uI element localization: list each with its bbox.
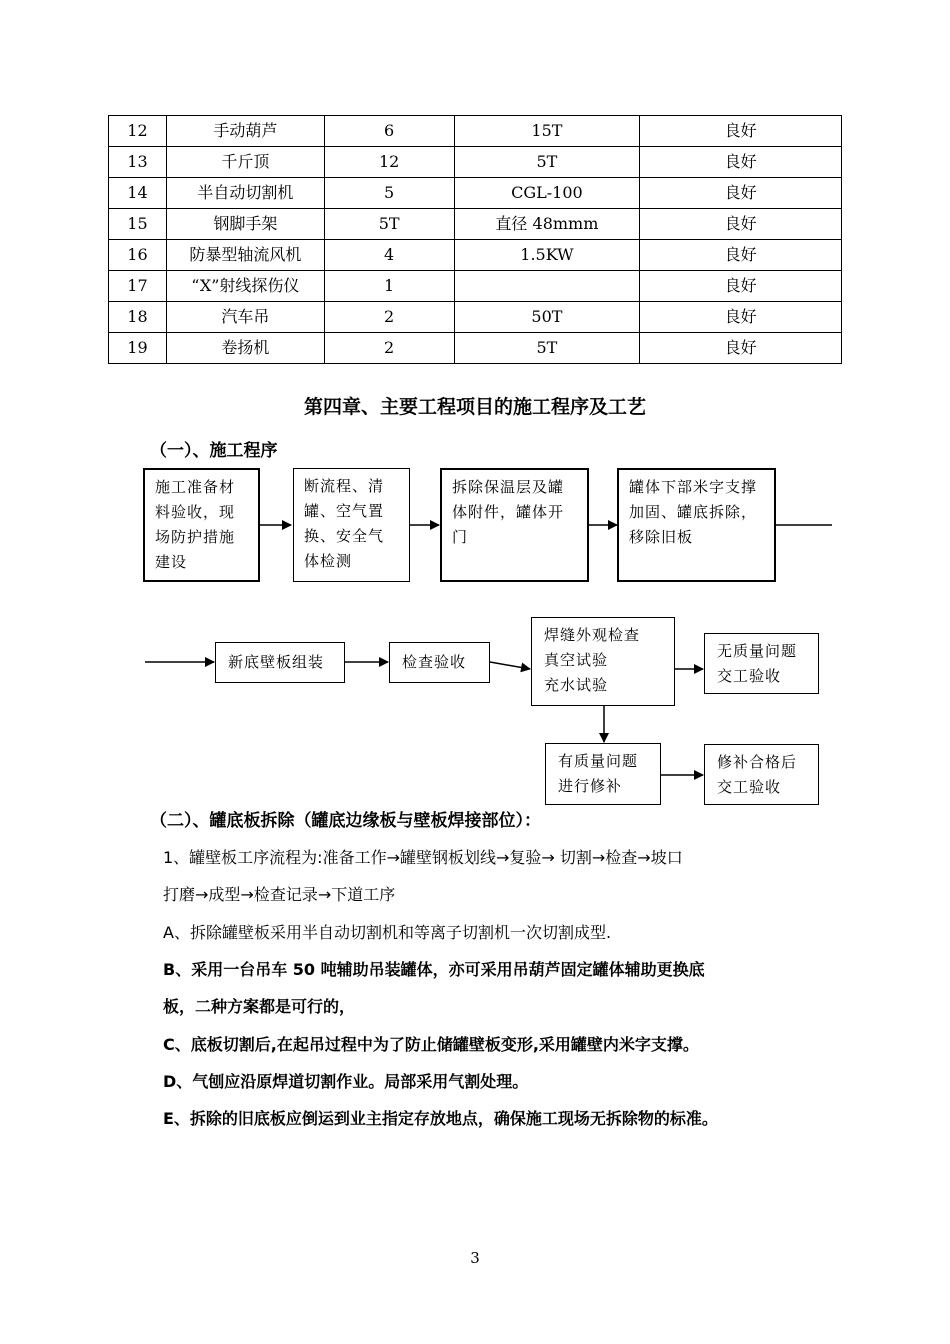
cell-condition: 良好 (640, 147, 842, 178)
cell-equipment-name: 卷扬机 (166, 333, 324, 364)
section1-heading: （一）、施工程序 (150, 441, 278, 461)
section2-heading: （二）、罐底板拆除（罐底边缘板与壁板焊接部位）： (150, 811, 541, 831)
cell-quantity: 5 (324, 178, 454, 209)
cell-specification: 50T (454, 302, 640, 333)
flow-step-8 (704, 633, 819, 694)
flow-step-8-line-1: 无质量问题 (717, 642, 798, 660)
flow-step-8-line-2: 交工验收 (717, 667, 782, 685)
cell-equipment-name: 手动葫芦 (166, 116, 324, 147)
flow-step-1: 施工准备材料验收，现场防护措施建设 (143, 468, 260, 582)
body-line-3: A、拆除罐壁板采用半自动切割机和等离子切割机一次切割成型. (163, 923, 612, 942)
cell-condition: 良好 (640, 116, 842, 147)
cell-condition: 良好 (640, 240, 842, 271)
body-line-1: 1、罐壁板工序流程为:准备工作→罐壁钢板划线→复验→ 切割→检查→坡口 (163, 848, 683, 867)
flow-step-7-line-2: 真空试验 (544, 651, 609, 669)
flow-step-9-line-2: 进行修补 (558, 777, 623, 795)
body-line-2: 打磨→成型→检查记录→下道工序 (163, 885, 396, 904)
cell-row-number: 17 (109, 271, 167, 302)
arrow-step6-step7 (490, 662, 530, 669)
cell-quantity: 1 (324, 271, 454, 302)
cell-equipment-name: 汽车吊 (166, 302, 324, 333)
flow-step-9 (545, 743, 661, 805)
page-number: 3 (470, 1249, 480, 1267)
flow-step-7-line-3: 充水试验 (544, 676, 609, 694)
cell-specification: 5T (454, 333, 640, 364)
flow-step-10-line-1: 修补合格后 (717, 753, 798, 771)
cell-row-number: 15 (109, 209, 167, 240)
flow-step-4: 罐体下部米字支撑加固、罐底拆除，移除旧板 (617, 468, 776, 582)
body-line-4: B、采用一台吊车 50 吨辅助吊装罐体，亦可采用吊葫芦固定罐体辅助更换底 (163, 960, 705, 979)
cell-specification: 直径 48mmm (454, 209, 640, 240)
cell-condition: 良好 (640, 178, 842, 209)
flow-step-9-line-1: 有质量问题 (558, 752, 639, 770)
cell-quantity: 2 (324, 333, 454, 364)
cell-row-number: 12 (109, 116, 167, 147)
cell-quantity: 6 (324, 116, 454, 147)
cell-quantity: 2 (324, 302, 454, 333)
cell-row-number: 18 (109, 302, 167, 333)
flow-step-6: 检查验收 (389, 642, 490, 683)
cell-row-number: 16 (109, 240, 167, 271)
cell-quantity: 4 (324, 240, 454, 271)
flow-step-2: 断流程、清罐、空气置换、安全气体检测 (293, 468, 410, 582)
flow-step-3: 拆除保温层及罐体附件，罐体开门 (440, 468, 589, 582)
flow-step-5: 新底壁板组装 (215, 642, 345, 683)
cell-row-number: 13 (109, 147, 167, 178)
cell-condition: 良好 (640, 209, 842, 240)
cell-equipment-name: 钢脚手架 (166, 209, 324, 240)
cell-equipment-name: “X”射线探伤仪 (166, 271, 324, 302)
cell-condition: 良好 (640, 333, 842, 364)
cell-specification: 5T (454, 147, 640, 178)
cell-row-number: 14 (109, 178, 167, 209)
cell-specification: 1.5KW (454, 240, 640, 271)
cell-condition: 良好 (640, 302, 842, 333)
body-line-6: C、底板切割后,在起吊过程中为了防止储罐壁板变形,采用罐壁内米字支撑。 (163, 1035, 699, 1054)
cell-equipment-name: 千斤顶 (166, 147, 324, 178)
body-line-5: 板，二种方案都是可行的， (163, 997, 356, 1016)
cell-row-number: 19 (109, 333, 167, 364)
body-line-8: E、拆除的旧底板应倒运到业主指定存放地点，确保施工现场无拆除物的标准。 (163, 1109, 718, 1128)
cell-quantity: 5T (324, 209, 454, 240)
cell-specification: 15T (454, 116, 640, 147)
chapter-title: 第四章、主要工程项目的施工程序及工艺 (303, 396, 646, 418)
flow-step-10-line-2: 交工验收 (717, 778, 782, 796)
body-line-7: D、气刨应沿原焊道切割作业。局部采用气割处理。 (163, 1072, 529, 1091)
flow-step-7-line-1: 焊缝外观检查 (544, 626, 641, 644)
cell-specification: CGL-100 (454, 178, 640, 209)
flow-step-7 (531, 617, 675, 706)
cell-condition: 良好 (640, 271, 842, 302)
cell-equipment-name: 防暴型轴流风机 (166, 240, 324, 271)
cell-quantity: 12 (324, 147, 454, 178)
flow-step-10 (704, 744, 819, 805)
cell-equipment-name: 半自动切割机 (166, 178, 324, 209)
